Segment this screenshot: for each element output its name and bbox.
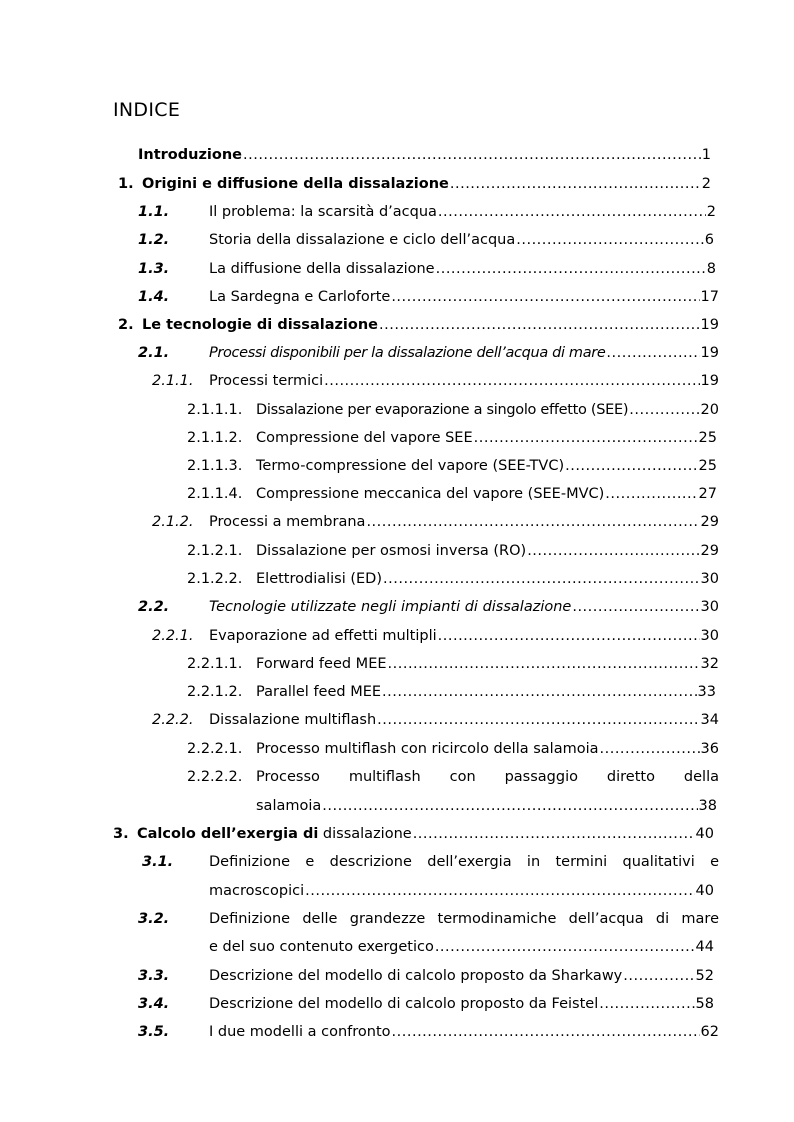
toc-entry-2-2-1[interactable] [0,625,794,647]
toc-leader [391,286,699,308]
toc-entry-introduzione[interactable] [0,144,794,166]
toc-page: 2 [706,204,716,220]
toc-number: 2.2.2. [152,712,194,728]
toc-entry-2-1-1-1[interactable] [0,399,794,421]
toc-page: 25 [698,430,717,446]
toc-title: Dissalazione per evaporazione a singolo effetto (SEE) [256,402,629,418]
toc-title: Processi termici [209,373,324,389]
toc-leader [305,880,694,902]
toc-number: 3.3. [138,968,170,984]
toc-number: 2.1.1. [152,373,194,389]
toc-page: 29 [700,543,719,559]
toc-entry-chapter-1[interactable] [0,173,794,195]
toc-page: 44 [695,939,714,955]
toc-number: 2.1.1.3. [187,458,243,474]
toc-entry-1-4[interactable] [0,286,794,308]
toc-page: 19 [700,373,719,389]
toc-entry-2-2-2-2[interactable] [0,766,794,788]
toc-title: Parallel feed MEE [256,684,382,700]
toc-title: Le tecnologie di dissalazione [142,317,379,333]
toc-entry-2-1-2[interactable] [0,511,794,533]
toc-entry-2-1-1-2[interactable] [0,427,794,449]
toc-entry-2-2-1-1[interactable] [0,653,794,675]
toc-title: Tecnologie utilizzate negli impianti di dissalazione [209,599,572,615]
toc-number: 1. [118,176,134,192]
toc-entry-3-5[interactable] [0,1021,794,1043]
toc-number: 2.2.1.2. [187,684,243,700]
toc-title: Evaporazione ad effetti multipli [209,628,437,644]
toc-leader [324,370,699,392]
toc-number: 2.2.2.1. [187,741,243,757]
toc-leader [243,144,701,166]
toc-number: 2.2.2.2. [187,769,243,785]
toc-title-rest: dissalazione [318,826,412,842]
toc-title: Origini e diffusione della dissalazione [142,176,449,192]
toc-entry-2-2-2-2-continuation [0,795,794,817]
toc-page: 62 [700,1024,719,1040]
toc-page: 36 [700,741,719,757]
toc-leader [377,709,699,731]
toc-title: Introduzione [138,147,242,163]
index-heading: INDICE [113,99,181,121]
toc-page: 29 [700,514,719,530]
toc-title-line1: Processo multiflash con passaggio diretto della [256,769,719,785]
toc-number: 2.2.1.1. [187,656,243,672]
toc-leader [600,738,700,760]
toc-number: 2.1. [138,345,170,361]
toc-entry-2-2-2[interactable] [0,709,794,731]
toc-entry-2-1-1[interactable] [0,370,794,392]
toc-entry-2-1-2-1[interactable] [0,540,794,562]
toc-title: Processo multiflash con ricircolo della salamoia [256,741,599,757]
toc-page: 40 [695,826,714,842]
toc-leader [366,511,699,533]
toc-page: 20 [700,402,719,418]
toc-leader [474,427,698,449]
toc-number: 2.1.2.1. [187,543,243,559]
toc-entry-2-1-2-2[interactable] [0,568,794,590]
toc-leader [322,795,697,817]
toc-title-line2: e del suo contenuto exergetico [209,939,434,955]
toc-leader [383,568,700,590]
toc-entry-2-2-2-1[interactable] [0,738,794,760]
toc-page: 30 [700,628,719,644]
toc-number: 2.1.2.2. [187,571,243,587]
toc-title: Descrizione del modello di calcolo proposto da Feistel [209,996,599,1012]
toc-page: 34 [700,712,719,728]
toc-page: 33 [697,684,716,700]
toc-number: 3. [113,826,129,842]
toc-title: Processi disponibili per la dissalazione dell’acqua di mare [209,345,606,361]
toc-leader [527,540,699,562]
toc-number: 2.2. [138,599,170,615]
toc-title: I due modelli a confronto [209,1024,391,1040]
toc-leader [605,483,697,505]
toc-title: Forward feed MEE [256,656,387,672]
toc-title: Processi a membrana [209,514,366,530]
toc-number: 2.1.2. [152,514,194,530]
toc-title: Dissalazione per osmosi inversa (RO) [256,543,527,559]
toc-entry-1-1[interactable] [0,201,794,223]
toc-number: 3.4. [138,996,170,1012]
toc-page: 19 [700,345,719,361]
toc-entry-3-2-continuation [0,936,794,958]
toc-entry-3-1[interactable] [0,851,794,873]
toc-number: 1.4. [138,289,170,305]
toc-leader [436,258,706,280]
toc-title: Elettrodialisi (ED) [256,571,383,587]
toc-number: 3.5. [138,1024,170,1040]
toc-page: 8 [706,261,716,277]
toc-page: 17 [700,289,719,305]
toc-page: 19 [700,317,719,333]
toc-number: 1.2. [138,232,170,248]
toc-leader [438,201,706,223]
toc-title-line1: Definizione delle grandezze termodinamiche dell’acqua di mare [209,911,719,927]
toc-title-line1: Definizione e descrizione dell’exergia in termini qualitativi e [209,854,719,870]
toc-number: 2.2.1. [152,628,194,644]
toc-page: 30 [700,599,719,615]
toc-leader [413,823,695,845]
toc-page: 40 [695,883,714,899]
toc-entry-3-3[interactable] [0,965,794,987]
toc-title: Il problema: la scarsità d’acqua [209,204,437,220]
toc-leader [450,173,701,195]
toc-entry-chapter-3[interactable] [0,823,794,845]
toc-page: 38 [698,798,717,814]
toc-entry-chapter-2[interactable] [0,314,794,336]
toc-title: La Sardegna e Carloforte [209,289,391,305]
toc-leader [629,399,699,421]
toc-entry-3-2[interactable] [0,908,794,930]
toc-title: La diffusione della dissalazione [209,261,435,277]
toc-entry-1-2[interactable] [0,229,794,251]
toc-number: 1.1. [138,204,170,220]
toc-title: Termo-compressione del vapore (SEE-TVC) [256,458,565,474]
toc-page: 30 [700,571,719,587]
toc-leader [379,314,700,336]
toc-leader [392,1021,700,1043]
toc-entry-3-1-continuation [0,880,794,902]
toc-page: 58 [695,996,714,1012]
toc-number: 2.1.1.4. [187,486,243,502]
toc-number: 2.1.1.2. [187,430,243,446]
toc-page: 2 [701,176,711,192]
toc-leader [623,965,694,987]
toc-title: Dissalazione multiflash [209,712,377,728]
toc-page: 27 [698,486,717,502]
toc-entry-3-4[interactable] [0,993,794,1015]
toc-page: 6 [704,232,714,248]
toc-title: Compressione meccanica del vapore (SEE-MVC) [256,486,605,502]
toc-number: 1.3. [138,261,170,277]
toc-title: Descrizione del modello di calcolo proposto da Sharkawy [209,968,623,984]
toc-entry-2-2[interactable] [0,596,794,618]
toc-number: 3.2. [138,911,170,927]
toc-entry-2-1-1-4[interactable] [0,483,794,505]
toc-page: 25 [698,458,717,474]
toc-number: 2. [118,317,134,333]
toc-page: 52 [695,968,714,984]
toc-leader [435,936,695,958]
toc-number: 3.1. [142,854,174,870]
toc-number: 2.1.1.1. [187,402,243,418]
toc-leader [572,596,699,618]
toc-title: Storia della dissalazione e ciclo dell’acqua [209,232,516,248]
toc-title: Compressione del vapore SEE [256,430,473,446]
toc-leader [599,993,694,1015]
toc-page: 32 [700,656,719,672]
toc-leader [606,342,699,364]
toc-title-bold: Calcolo dell’exergia di [137,826,319,842]
toc-entry-2-2-1-2[interactable] [0,681,794,703]
toc-entry-2-1-1-3[interactable] [0,455,794,477]
toc-entry-1-3[interactable] [0,258,794,280]
toc-leader [388,653,700,675]
toc-leader [438,625,700,647]
toc-leader [516,229,704,251]
toc-title-line2: macroscopici [209,883,305,899]
toc-entry-2-1[interactable] [0,342,794,364]
toc-leader [382,681,697,703]
toc-leader [565,455,697,477]
toc-page: 1 [701,147,711,163]
toc-title-line2: salamoia [256,798,322,814]
